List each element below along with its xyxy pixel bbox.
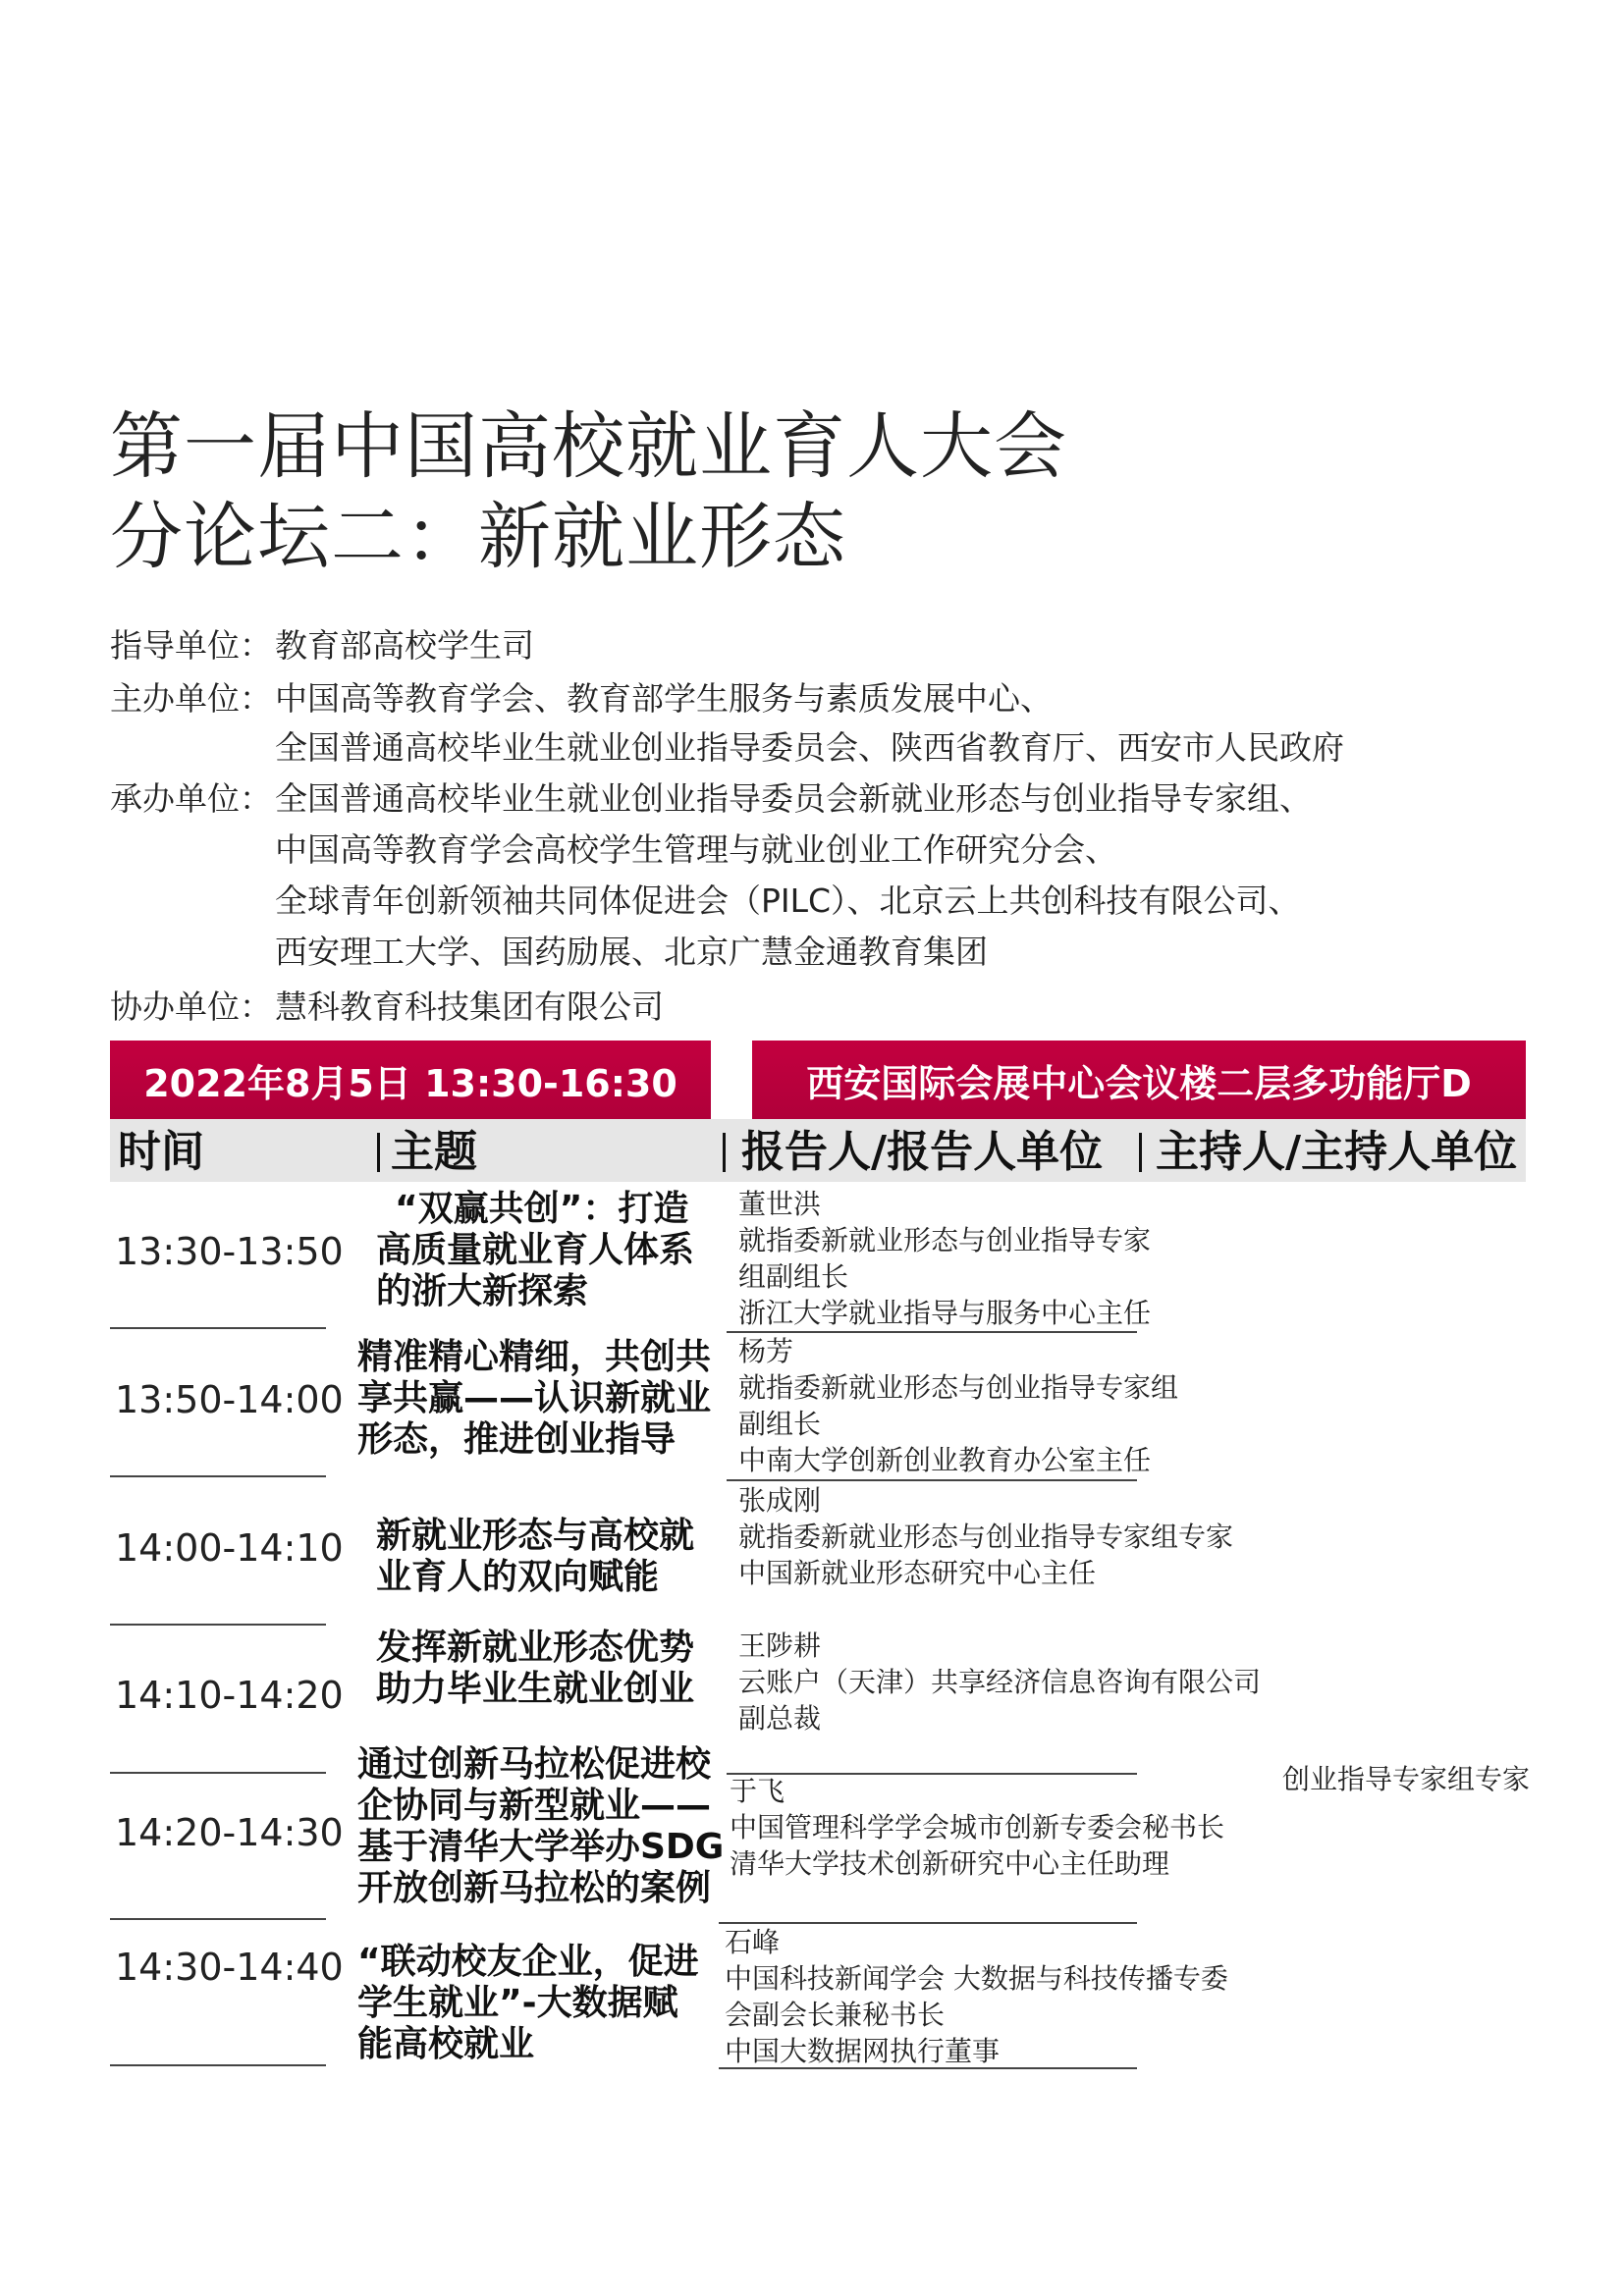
page-title-line1: 第一届中国高校就业育人大会 (110, 404, 1067, 489)
row-topic-line: 能高校就业 (357, 2024, 535, 2064)
info-host-org-line2: 全国普通高校毕业生就业创业指导委员会、陕西省教育厅、西安市人民政府 (275, 728, 1344, 767)
row-topic-line: 享共赢——认识新就业 (357, 1378, 712, 1418)
row-time: 13:50-14:00 (115, 1378, 344, 1421)
row-divider (110, 2064, 326, 2066)
row-divider (110, 1772, 326, 1774)
row-speaker-name: 张成刚 (738, 1484, 822, 1517)
row-time: 14:20-14:30 (115, 1811, 344, 1854)
info-label-organizer: 承办单位： (110, 779, 272, 818)
row-speaker-name: 杨芳 (738, 1335, 794, 1367)
row-speaker-line: 浙江大学就业指导与服务中心主任 (738, 1297, 1152, 1329)
info-co-organizer-line1: 慧科教育科技集团有限公司 (275, 988, 664, 1026)
venue-banner: 西安国际会展中心会议楼二层多功能厅D (752, 1041, 1526, 1119)
row-speaker-line: 中国管理科学学会城市创新专委会秘书长 (730, 1811, 1225, 1843)
info-organizer-line1: 全国普通高校毕业生就业创业指导委员会新就业形态与创业指导专家组、 (275, 779, 1312, 818)
row-divider (110, 1327, 326, 1329)
row-divider (719, 1922, 1137, 1924)
row-speaker-name: 于飞 (730, 1775, 785, 1807)
host-unit: 创业指导专家组专家 (1282, 1763, 1531, 1795)
row-speaker-name: 王陟耕 (738, 1629, 822, 1662)
info-guide-line1: 教育部高校学生司 (275, 626, 534, 665)
row-speaker-line: 副总裁 (738, 1702, 822, 1735)
row-topic-line: 形态，推进创业指导 (357, 1419, 677, 1460)
row-speaker-line: 就指委新就业形态与创业指导专家 (738, 1224, 1152, 1256)
row-divider (727, 1479, 1137, 1481)
row-divider (110, 1624, 326, 1626)
row-speaker-name: 董世洪 (738, 1188, 822, 1220)
row-topic-line: 新就业形态与高校就 (376, 1516, 695, 1556)
info-label-host-org: 主办单位： (110, 679, 272, 718)
info-organizer-line2: 中国高等教育学会高校学生管理与就业创业工作研究分会、 (275, 830, 1117, 869)
row-speaker-name: 石峰 (725, 1926, 781, 1958)
datetime-banner: 2022年8月5日 13:30-16:30 (110, 1041, 711, 1119)
info-label-guide: 指导单位： (110, 626, 272, 665)
row-topic-line: 企协同与新型就业—— (357, 1786, 712, 1826)
row-topic-line: 发挥新就业形态优势 (376, 1628, 695, 1668)
row-speaker-line: 中国大数据网执行董事 (725, 2035, 1001, 2067)
row-time: 13:30-13:50 (115, 1230, 344, 1273)
row-speaker-line: 副组长 (738, 1408, 822, 1440)
header-separator (1139, 1133, 1142, 1172)
info-label-co-organizer: 协办单位： (110, 988, 272, 1026)
row-speaker-line: 云账户（天津）共享经济信息咨询有限公司 (738, 1666, 1262, 1698)
row-topic-line: 开放创新马拉松的案例 (357, 1868, 712, 1908)
row-time: 14:30-14:40 (115, 1946, 344, 1989)
header-separator (377, 1133, 380, 1172)
row-divider (110, 1475, 326, 1477)
row-topic-line: 通过创新马拉松促进校 (357, 1744, 712, 1785)
row-speaker-line: 就指委新就业形态与创业指导专家组 (738, 1371, 1179, 1404)
header-topic: 主题 (391, 1127, 477, 1177)
row-topic-line: 的浙大新探索 (376, 1271, 589, 1311)
row-time: 14:00-14:10 (115, 1526, 344, 1570)
row-topic-line: “联动校友企业，促进 (357, 1942, 699, 1982)
row-speaker-line: 会副会长兼秘书长 (725, 1999, 946, 2031)
row-speaker-line: 组副组长 (738, 1260, 849, 1293)
header-speaker: 报告人/报告人单位 (741, 1127, 1104, 1177)
row-topic-line: “双赢共创”：打造 (395, 1189, 689, 1229)
info-organizer-line4: 西安理工大学、国药励展、北京广慧金通教育集团 (275, 933, 988, 971)
row-divider (110, 1918, 326, 1920)
row-topic-line: 助力毕业生就业创业 (376, 1669, 695, 1709)
header-separator (723, 1133, 726, 1172)
row-topic-line: 基于清华大学举办SDG (357, 1827, 725, 1867)
row-topic-line: 精准精心精细，共创共 (357, 1337, 712, 1377)
row-time: 14:10-14:20 (115, 1674, 344, 1717)
header-host: 主持人/主持人单位 (1156, 1127, 1518, 1177)
row-divider (727, 1773, 1137, 1775)
page-title-line2: 分论坛二：新就业形态 (110, 495, 846, 579)
row-speaker-line: 中国新就业形态研究中心主任 (738, 1557, 1097, 1589)
header-time: 时间 (118, 1127, 204, 1177)
row-topic-line: 业育人的双向赋能 (376, 1557, 660, 1597)
row-speaker-line: 就指委新就业形态与创业指导专家组专家 (738, 1521, 1234, 1553)
row-speaker-line: 中国科技新闻学会 大数据与科技传播专委 (725, 1962, 1228, 1995)
info-organizer-line3: 全球青年创新领袖共同体促进会（PILC）、北京云上共创科技有限公司、 (275, 881, 1301, 920)
row-speaker-line: 清华大学技术创新研究中心主任助理 (730, 1847, 1170, 1880)
row-speaker-line: 中南大学创新创业教育办公室主任 (738, 1444, 1152, 1476)
row-divider (719, 2067, 1137, 2069)
info-host-org-line1: 中国高等教育学会、教育部学生服务与素质发展中心、 (275, 679, 1053, 718)
row-topic-line: 高质量就业育人体系 (376, 1230, 695, 1270)
row-topic-line: 学生就业”-大数据赋 (357, 1983, 678, 2023)
